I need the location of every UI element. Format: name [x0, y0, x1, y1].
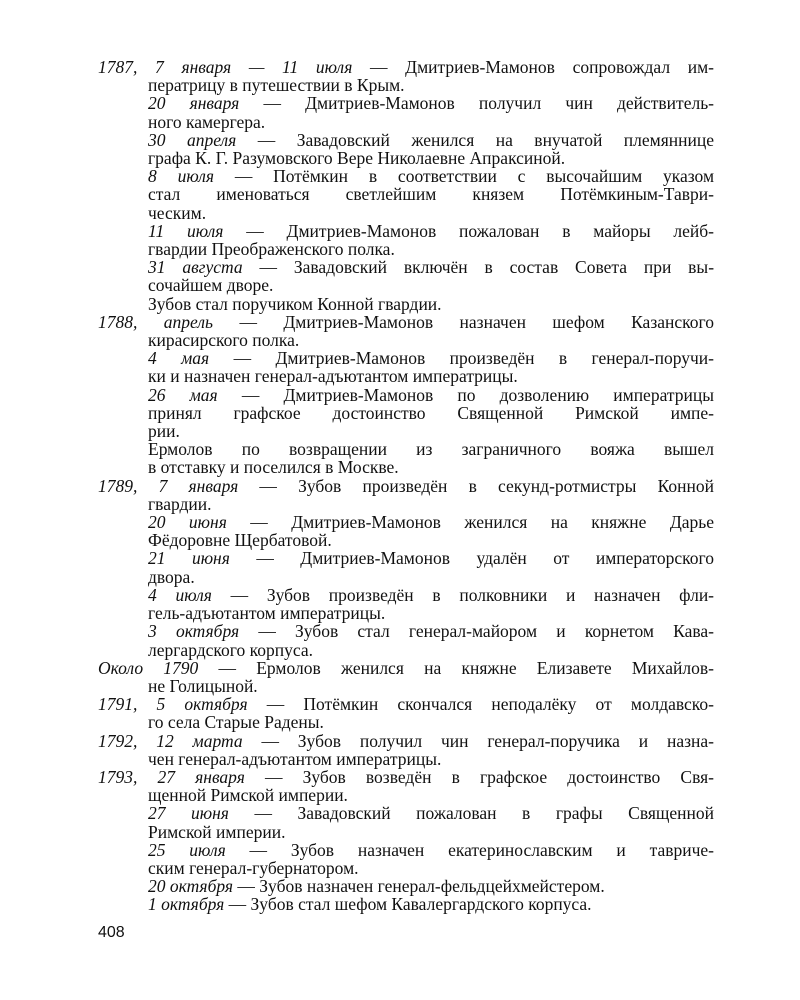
- entry-text: — Зубов произведён в полковники и назначен фли-: [230, 584, 715, 605]
- entry-line: [98, 513, 714, 531]
- entry-text: стал именоваться светлейшим князем Потёмкиным-Таври-: [148, 184, 714, 205]
- entry-text: не Голицыной.: [148, 675, 258, 696]
- entry-text: — Дмитриев-Мамонов получил чин действитель-: [263, 93, 715, 114]
- entry-line: [98, 495, 714, 513]
- chronology-entry: [98, 58, 714, 94]
- entry-date: 1787, 7 января — 11 июля: [98, 57, 353, 77]
- entry-line: [98, 222, 714, 240]
- entry-text: сочайшем дворе.: [148, 275, 274, 296]
- chronology-entry: [98, 477, 714, 513]
- entry-text: гель-адъютантом императрицы.: [148, 603, 386, 624]
- entry-line: [98, 586, 714, 604]
- entry-line: [98, 331, 714, 349]
- entry-date: 1793, 27 января: [98, 766, 245, 787]
- entry-text: ператрицу в путешествии в Крым.: [148, 75, 405, 96]
- entry-line: [98, 677, 714, 695]
- entry-date: 1789, 7 января: [98, 475, 239, 496]
- entry-text: — Зубов назначен екатеринославским и тавриче-: [249, 839, 715, 860]
- entry-line: [98, 240, 714, 258]
- entry-line: [98, 167, 714, 185]
- entry-date: 27 июня: [148, 803, 229, 824]
- chronology-entry: [98, 295, 714, 313]
- entry-line: [98, 386, 714, 404]
- entry-text: ного камергера.: [148, 111, 266, 132]
- entry-text: — Завадовский женился на внучатой племяннице: [257, 129, 715, 150]
- entry-text: Римской империи.: [148, 821, 286, 842]
- entry-text: гвардии Преображенского полка.: [148, 239, 395, 260]
- entry-line: [98, 622, 714, 640]
- entry-line: [98, 440, 714, 458]
- entry-line: [98, 604, 714, 622]
- entry-text: лергардского корпуса.: [148, 639, 313, 660]
- entry-date: Около 1790: [98, 657, 199, 678]
- entry-line: [98, 823, 714, 841]
- entry-text: — Потёмкин в соответствии с высочайшим указом: [234, 166, 715, 187]
- chronology-entry: [98, 586, 714, 622]
- chronology-entry: [98, 622, 714, 658]
- entry-line: [98, 786, 714, 804]
- entry-date: 20 января: [148, 93, 240, 114]
- entry-line: [98, 58, 714, 76]
- entry-line: [98, 732, 714, 750]
- entry-line: [98, 804, 714, 822]
- entry-line: [98, 877, 714, 895]
- entry-text: — Дмитриев-Мамонов назначен шефом Казанского: [239, 311, 714, 332]
- entry-text: ки и назначен генерал-адъютантом императрицы.: [148, 366, 518, 387]
- chronology-entry: [98, 167, 714, 222]
- entry-text: гвардии.: [148, 493, 212, 514]
- entry-text: — Зубов стал шефом Кавалергардского корпуса.: [228, 894, 592, 915]
- entry-line: [98, 185, 714, 203]
- entry-date: 1792, 12 марта: [98, 730, 243, 751]
- entry-line: [98, 641, 714, 659]
- entry-date: 4 июля: [148, 584, 212, 605]
- entry-line: [98, 349, 714, 367]
- entry-text: — Дмитриев-Мамонов сопровождал им-: [370, 57, 714, 77]
- entry-text: чен генерал-адъютантом императрицы.: [148, 748, 442, 769]
- chronology-entry: [98, 349, 714, 385]
- entry-date: 20 июня: [148, 512, 227, 533]
- entry-date: 21 июня: [148, 548, 230, 569]
- entry-text: рии.: [148, 421, 180, 442]
- entry-text: — Дмитриев-Мамонов пожалован в майоры лейб-: [246, 220, 714, 241]
- entry-text: — Зубов возведён в графское достоинство Свя-: [264, 766, 714, 787]
- entry-line: [98, 404, 714, 422]
- entry-date: 25 июля: [148, 839, 226, 860]
- entry-line: [98, 113, 714, 131]
- entry-line: [98, 477, 714, 495]
- chronology-entry: [98, 313, 714, 349]
- entry-text: ческим.: [148, 202, 207, 223]
- entry-text: — Дмитриев-Мамонов по дозволению императрицы: [241, 384, 714, 405]
- entry-line: [98, 841, 714, 859]
- entry-line: [98, 713, 714, 731]
- entry-line: [98, 659, 714, 677]
- entry-line: [98, 531, 714, 549]
- entry-text: в отставку и поселился в Москве.: [148, 457, 399, 478]
- entry-date: 1788, апрель: [98, 311, 213, 332]
- entry-date: 8 июля: [148, 166, 214, 187]
- chronology-entry: [98, 659, 714, 695]
- entry-date: 26 мая: [148, 384, 218, 405]
- entry-date: 20 октября: [148, 876, 234, 897]
- entry-line: [98, 276, 714, 294]
- chronology-entry: [98, 549, 714, 585]
- page-number: 408: [98, 924, 125, 941]
- entry-date: 4 мая: [148, 348, 210, 369]
- entry-line: [98, 367, 714, 385]
- entry-date: 30 апреля: [148, 129, 237, 150]
- chronology-entry: [98, 804, 714, 840]
- entry-text: щенной Римской империи.: [148, 785, 348, 806]
- entry-text: — Потёмкин скончался неподалёку от молдавско-: [266, 694, 714, 715]
- chronology-entry: [98, 895, 714, 913]
- entry-text: кирасирского полка.: [148, 330, 300, 351]
- entry-text: — Ермолов женился на княжне Елизавете Михайлов-: [218, 657, 714, 678]
- chronology-entry: [98, 695, 714, 731]
- entry-line: [98, 895, 714, 913]
- chronology-entry: [98, 732, 714, 768]
- entry-text: — Завадовский пожалован в графы Священной: [254, 803, 714, 824]
- entry-line: [98, 313, 714, 331]
- entry-text: двора.: [148, 566, 195, 587]
- entry-text: ским генерал-губернатором.: [148, 857, 359, 878]
- entry-text: Ермолов по возвращении из заграничного вояжа вышел: [148, 439, 714, 460]
- entry-line: [98, 695, 714, 713]
- entry-line: [98, 568, 714, 586]
- chronology-entry: [98, 877, 714, 895]
- entry-text: графа К. Г. Разумовского Вере Николаевне Апраксиной.: [148, 148, 566, 169]
- entry-text: — Дмитриев-Мамонов женился на княжне Дарье: [250, 512, 715, 533]
- entry-line: [98, 768, 714, 786]
- entry-date: 1791, 5 октября: [98, 694, 248, 715]
- chronology-entry: [98, 841, 714, 877]
- entry-line: [98, 149, 714, 167]
- chronology-entry: [98, 440, 714, 476]
- chronology-text: [98, 58, 714, 914]
- entry-line: [98, 859, 714, 877]
- chronology-entry: [98, 222, 714, 258]
- entry-text: го села Старые Радены.: [148, 712, 324, 733]
- entry-line: [98, 422, 714, 440]
- entry-date: 1 октября: [148, 894, 225, 915]
- entry-text: — Дмитриев-Мамонов произведён в генерал-поручи-: [233, 348, 714, 369]
- entry-text: — Дмитриев-Мамонов удалён от императорского: [256, 548, 715, 569]
- chronology-entry: [98, 513, 714, 549]
- entry-date: 3 октября: [148, 621, 240, 642]
- entry-line: [98, 76, 714, 94]
- entry-line: [98, 94, 714, 112]
- entry-line: [98, 549, 714, 567]
- chronology-entry: [98, 131, 714, 167]
- chronology-entry: [98, 386, 714, 441]
- entry-line: [98, 204, 714, 222]
- entry-line: [98, 458, 714, 476]
- entry-text: — Зубов получил чин генерал-поручика и назна-: [261, 730, 715, 751]
- chronology-entry: [98, 258, 714, 294]
- entry-date: 11 июля: [148, 220, 224, 241]
- entry-line: [98, 131, 714, 149]
- entry-date: 31 августа: [148, 257, 243, 278]
- entry-text: — Зубов назначен генерал-фельдцейхмейстером.: [237, 876, 605, 897]
- entry-line: [98, 295, 714, 313]
- entry-line: [98, 750, 714, 768]
- entry-text: — Зубов стал генерал-майором и корнетом Кава-: [258, 621, 715, 642]
- entry-text: — Завадовский включён в состав Совета при вы-: [259, 257, 715, 278]
- entry-text: Фёдоровне Щербатовой.: [148, 530, 332, 551]
- entry-text: принял графское достоинство Священной Римской импе-: [148, 402, 714, 423]
- entry-line: [98, 258, 714, 276]
- entry-text: — Зубов произведён в секунд-ротмистры Конной: [259, 475, 714, 496]
- chronology-entry: [98, 768, 714, 804]
- chronology-entry: [98, 94, 714, 130]
- entry-text: Зубов стал поручиком Конной гвардии.: [148, 293, 442, 314]
